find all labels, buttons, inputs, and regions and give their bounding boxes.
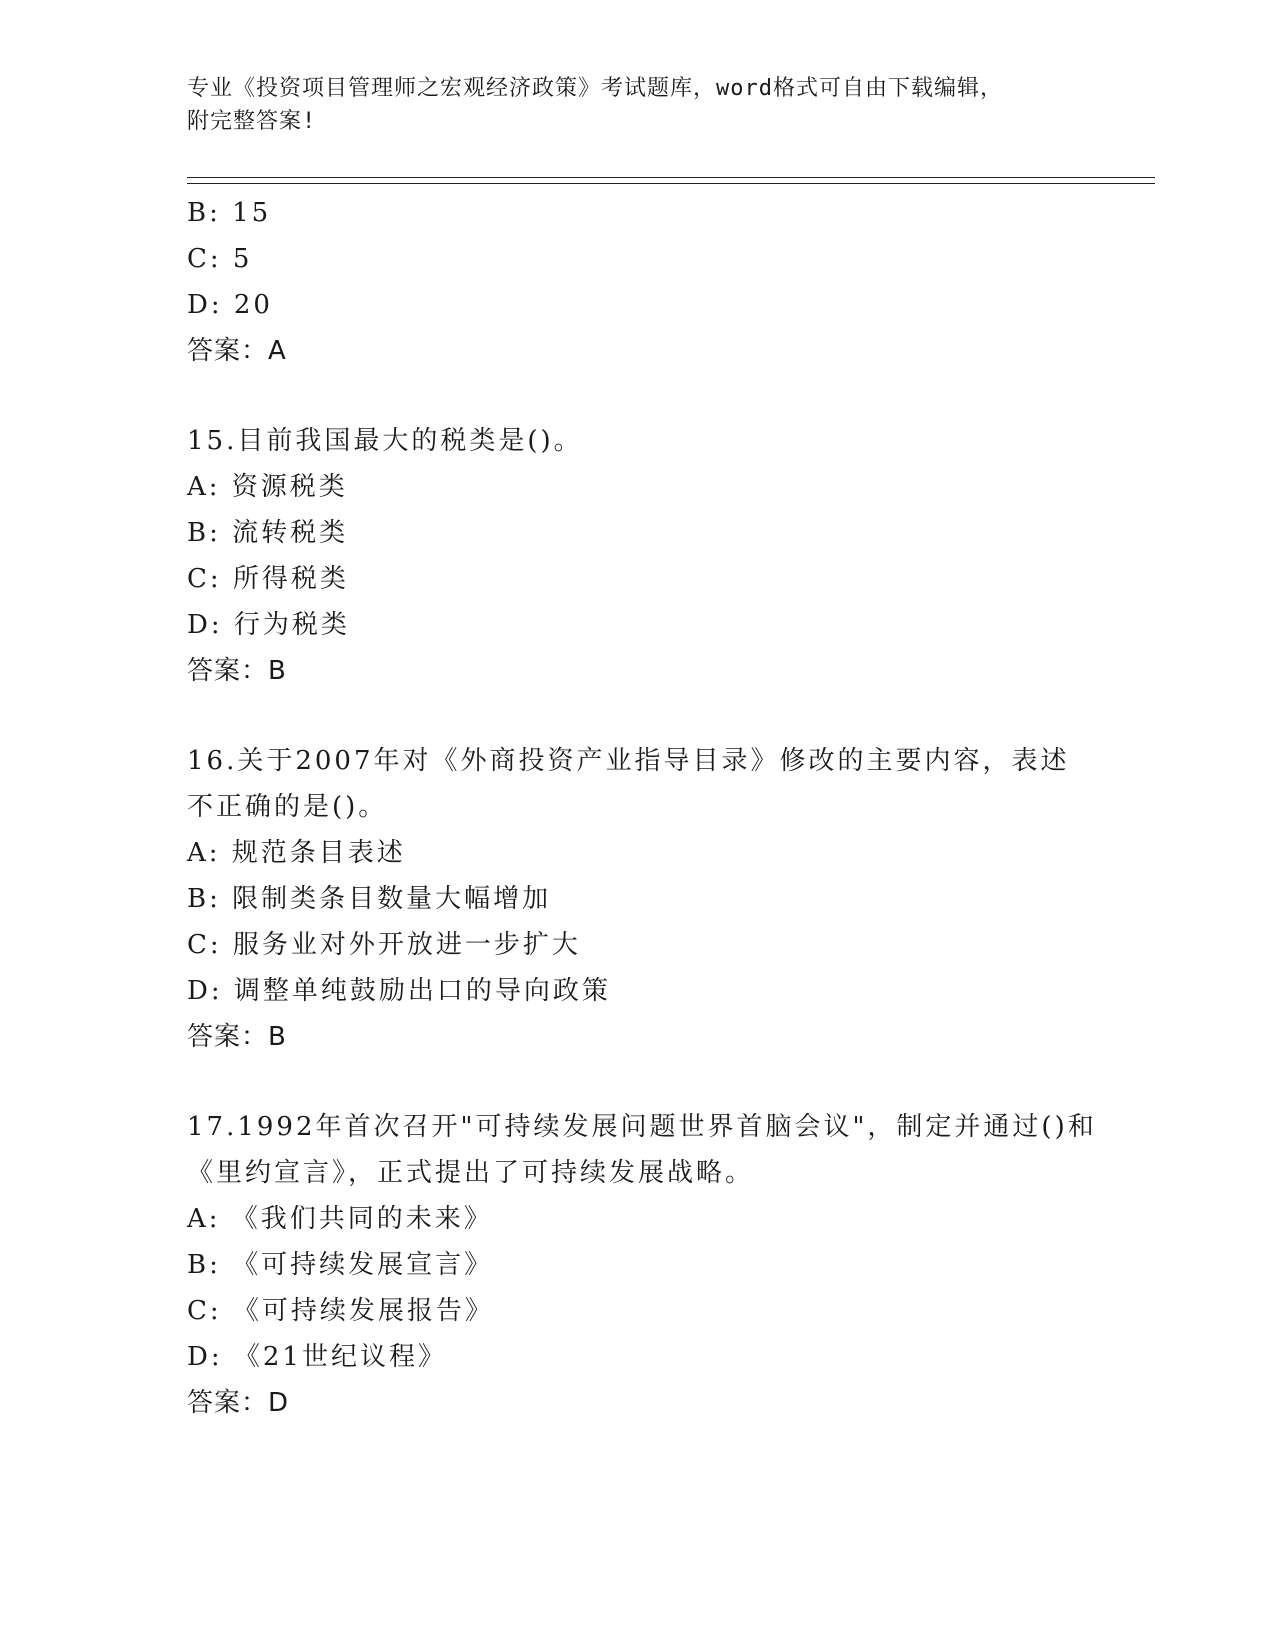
question-15 <box>187 418 1107 694</box>
header-line-2: 附完整答案! <box>187 109 317 134</box>
option-b: B: 流转税类 <box>187 518 349 548</box>
option-b: B: 15 <box>187 198 272 228</box>
question-list <box>187 190 1107 1426</box>
header-divider <box>187 177 1155 184</box>
spacer <box>187 1060 1107 1104</box>
option-d: D: 行为税类 <box>187 610 350 640</box>
option-b: B: 限制类条目数量大幅增加 <box>187 884 552 914</box>
spacer <box>187 694 1107 738</box>
option-c: C: 5 <box>187 244 253 274</box>
option-c: C: 服务业对外开放进一步扩大 <box>187 930 581 960</box>
option-a: A: 《我们共同的未来》 <box>187 1204 493 1234</box>
option-c: C: 所得税类 <box>187 564 349 594</box>
option-a: A: 资源税类 <box>187 472 348 502</box>
option-d: D: 20 <box>187 290 273 320</box>
answer-line: 答案：D <box>187 1388 290 1418</box>
question-title-line-2: 不正确的是()。 <box>187 792 388 822</box>
question-title-line-2: 《里约宣言》，正式提出了可持续发展战略。 <box>187 1158 755 1188</box>
question-17 <box>187 1104 1107 1426</box>
question-title-line-1: 16.关于2007年对《外商投资产业指导目录》修改的主要内容，表述 <box>187 746 1070 776</box>
answer-line: 答案：B <box>187 656 287 686</box>
answer-line: 答案：B <box>187 1022 287 1052</box>
question-title: 15.目前我国最大的税类是()。 <box>187 426 583 456</box>
question-16 <box>187 738 1107 1060</box>
option-c: C: 《可持续发展报告》 <box>187 1296 494 1326</box>
document-header <box>187 72 1087 138</box>
header-line-1: 专业《投资项目管理师之宏观经济政策》考试题库，word格式可自由下载编辑， <box>187 76 1003 101</box>
spacer <box>187 374 1107 418</box>
option-d: D: 《21世纪议程》 <box>187 1342 447 1372</box>
option-b: B: 《可持续发展宣言》 <box>187 1250 494 1280</box>
answer-line: 答案：A <box>187 336 287 366</box>
question-title-line-1: 17.1992年首次召开"可持续发展问题世界首脑会议"，制定并通过()和 <box>187 1112 1097 1142</box>
question-14-tail <box>187 190 1107 374</box>
option-a: A: 规范条目表述 <box>187 838 406 868</box>
option-d: D: 调整单纯鼓励出口的导向政策 <box>187 976 611 1006</box>
